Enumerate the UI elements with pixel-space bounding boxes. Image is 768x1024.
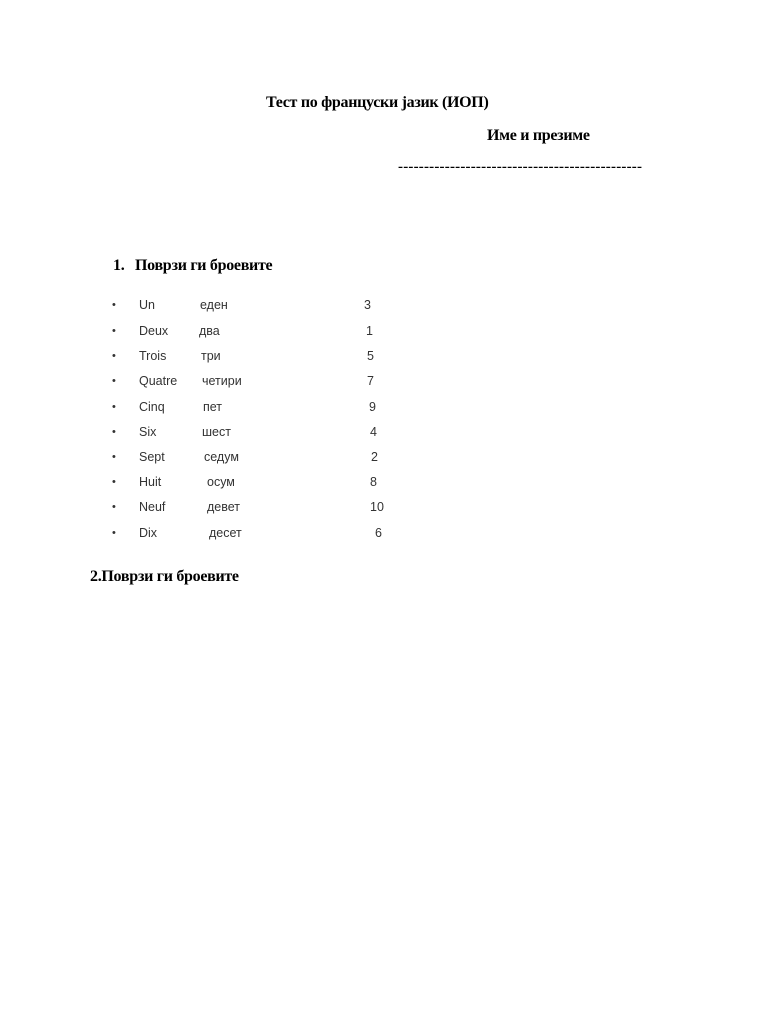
number-value: 7 [367,374,374,388]
number-value: 4 [370,425,377,439]
french-word: Cinq [139,400,165,414]
macedonian-word: три [201,349,221,363]
number-value: 2 [371,450,378,464]
bullet-icon: • [112,401,116,413]
macedonian-word: девет [207,500,241,514]
macedonian-word: шест [202,425,231,439]
name-line: ----------------------------------------------- [398,159,643,175]
french-word: Dix [139,526,158,540]
section-1-number: 1. [113,257,125,274]
bullet-icon: • [112,325,116,337]
macedonian-word: еден [200,298,228,312]
french-word: Sept [139,450,165,464]
number-value: 8 [370,475,377,489]
section-1-title: Поврзи ги броевите [135,257,273,274]
bullet-icon: • [112,350,116,362]
number-value: 3 [364,298,371,312]
french-word: Neuf [139,500,166,514]
bullet-icon: • [112,299,116,311]
french-word: Deux [139,324,169,338]
macedonian-word: осум [207,475,235,489]
bullet-icon: • [112,527,116,539]
name-label: Име и презиме [487,127,590,144]
french-word: Un [139,298,155,312]
french-word: Six [139,425,157,439]
macedonian-word: пет [203,400,223,414]
macedonian-word: десет [209,526,242,540]
number-value: 9 [369,400,376,414]
macedonian-word: седум [204,450,239,464]
number-value: 1 [366,324,373,338]
french-word: Trois [139,349,167,363]
bullet-icon: • [112,501,116,513]
section-1-heading [113,257,272,275]
bullet-icon: • [112,476,116,488]
bullet-icon: • [112,375,116,387]
number-value: 10 [370,500,384,514]
number-value: 5 [367,349,374,363]
macedonian-word: два [199,324,220,338]
french-word: Huit [139,475,162,489]
section-2-heading: 2.Поврзи ги броевите [90,568,239,585]
bullet-icon: • [112,451,116,463]
number-value: 6 [375,526,382,540]
macedonian-word: четири [202,374,242,388]
french-word: Quatre [139,374,178,388]
bullet-icon: • [112,426,116,438]
document-title: Тест по француски јазик (ИОП) [266,94,489,111]
